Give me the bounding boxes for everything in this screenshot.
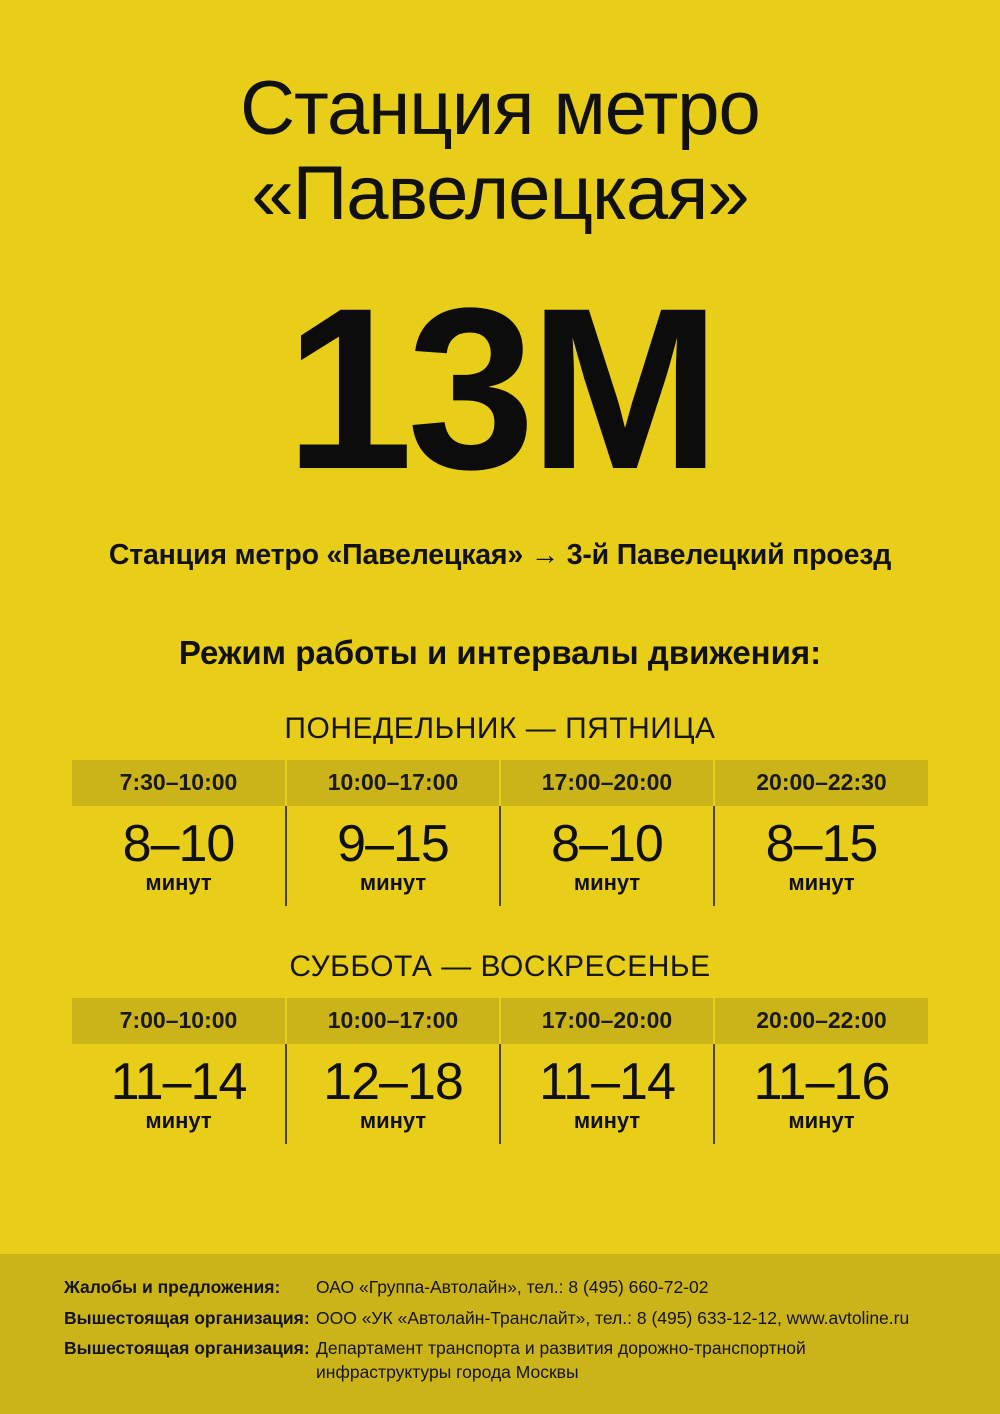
- schedule-group-title: ПОНЕДЕЛЬНИК — ПЯТНИЦА: [284, 711, 716, 745]
- period-cell: 7:30–10:00: [72, 760, 286, 806]
- interval-unit: минут: [145, 870, 212, 896]
- interval-value: 8–10: [122, 815, 235, 874]
- table-row-intervals: [72, 806, 928, 906]
- footer-value: [316, 1337, 806, 1384]
- interval-cell: [500, 1044, 714, 1144]
- interval-value: 11–16: [753, 1053, 890, 1112]
- interval-value: 8–15: [765, 815, 878, 874]
- footer-value-text-second-line: инфраструктуры города Москвы: [316, 1361, 579, 1382]
- period-cell: 10:00–17:00: [286, 760, 500, 806]
- interval-cell: [286, 806, 500, 906]
- interval-unit: минут: [359, 1108, 427, 1134]
- interval-unit: минут: [573, 870, 641, 896]
- footer-value: [316, 1276, 708, 1300]
- interval-unit: минут: [145, 1108, 212, 1134]
- period-cell: 10:00–17:00: [286, 998, 500, 1044]
- period-cell: 20:00–22:00: [714, 998, 928, 1044]
- footer-value-text: Департамент транспорта и развития дорожно-транспортной: [316, 1338, 806, 1359]
- route-direction: Станция метро «Павелецкая» → 3-й Павелецкий проезд: [108, 538, 892, 571]
- footer-row-parent-org-1: [64, 1307, 936, 1331]
- interval-cell: [72, 1044, 286, 1144]
- period-cell: 7:00–10:00: [72, 998, 286, 1044]
- interval-value: 8–10: [551, 815, 663, 874]
- interval-cell: [286, 1044, 500, 1144]
- interval-cell: [714, 1044, 928, 1144]
- footer-label: Вышестоящая организация:: [64, 1307, 310, 1328]
- page-title: [60, 66, 940, 236]
- interval-table-weekend: [72, 998, 928, 1144]
- table-row-intervals: [72, 1044, 928, 1144]
- contacts-footer: [0, 1254, 1000, 1414]
- period-cell: 20:00–22:30: [714, 760, 928, 806]
- interval-value: 12–18: [323, 1053, 463, 1112]
- interval-value: 11–14: [539, 1053, 675, 1112]
- period-cell: 17:00–20:00: [500, 760, 714, 806]
- interval-value: 11–14: [110, 1053, 247, 1112]
- station-title-line-2: «Павелецкая»: [251, 151, 749, 237]
- poster-header: [0, 0, 1000, 672]
- interval-cell: [72, 806, 286, 906]
- table-row-periods: [72, 998, 928, 1044]
- interval-unit: минут: [788, 870, 855, 896]
- footer-row-parent-org-2: [64, 1337, 936, 1384]
- interval-value: 9–15: [337, 815, 449, 874]
- footer-value-text: ОАО «Группа-Автолайн», тел.: 8 (495) 660-72-02: [316, 1277, 709, 1297]
- footer-value-text: ООО «УК «Автолайн-Транслайт», тел.: 8 (495) 633-12-12, www.avtoline.ru: [316, 1307, 910, 1328]
- interval-unit: минут: [359, 870, 427, 896]
- schedule-group-weekend: [0, 950, 1000, 1144]
- schedule-group-weekdays: [0, 712, 1000, 906]
- table-row-periods: [72, 760, 928, 806]
- interval-unit: минут: [573, 1108, 641, 1134]
- station-title-line-1: Станция метро: [240, 66, 760, 151]
- footer-row-complaints: [64, 1276, 936, 1300]
- interval-cell: [714, 806, 928, 906]
- interval-table-weekdays: [72, 760, 928, 906]
- footer-label: Жалобы и предложения:: [64, 1277, 281, 1297]
- route-number: 13М: [285, 260, 715, 518]
- footer-value: [316, 1307, 909, 1331]
- schedule-group-title: СУББОТА — ВОСКРЕСЕНЬЕ: [289, 949, 711, 983]
- interval-unit: минут: [788, 1108, 855, 1134]
- schedule-heading: Режим работы и интервалы движения:: [178, 633, 822, 671]
- footer-label: Вышестоящая организация:: [64, 1338, 310, 1359]
- period-cell: 17:00–20:00: [500, 998, 714, 1044]
- interval-cell: [500, 806, 714, 906]
